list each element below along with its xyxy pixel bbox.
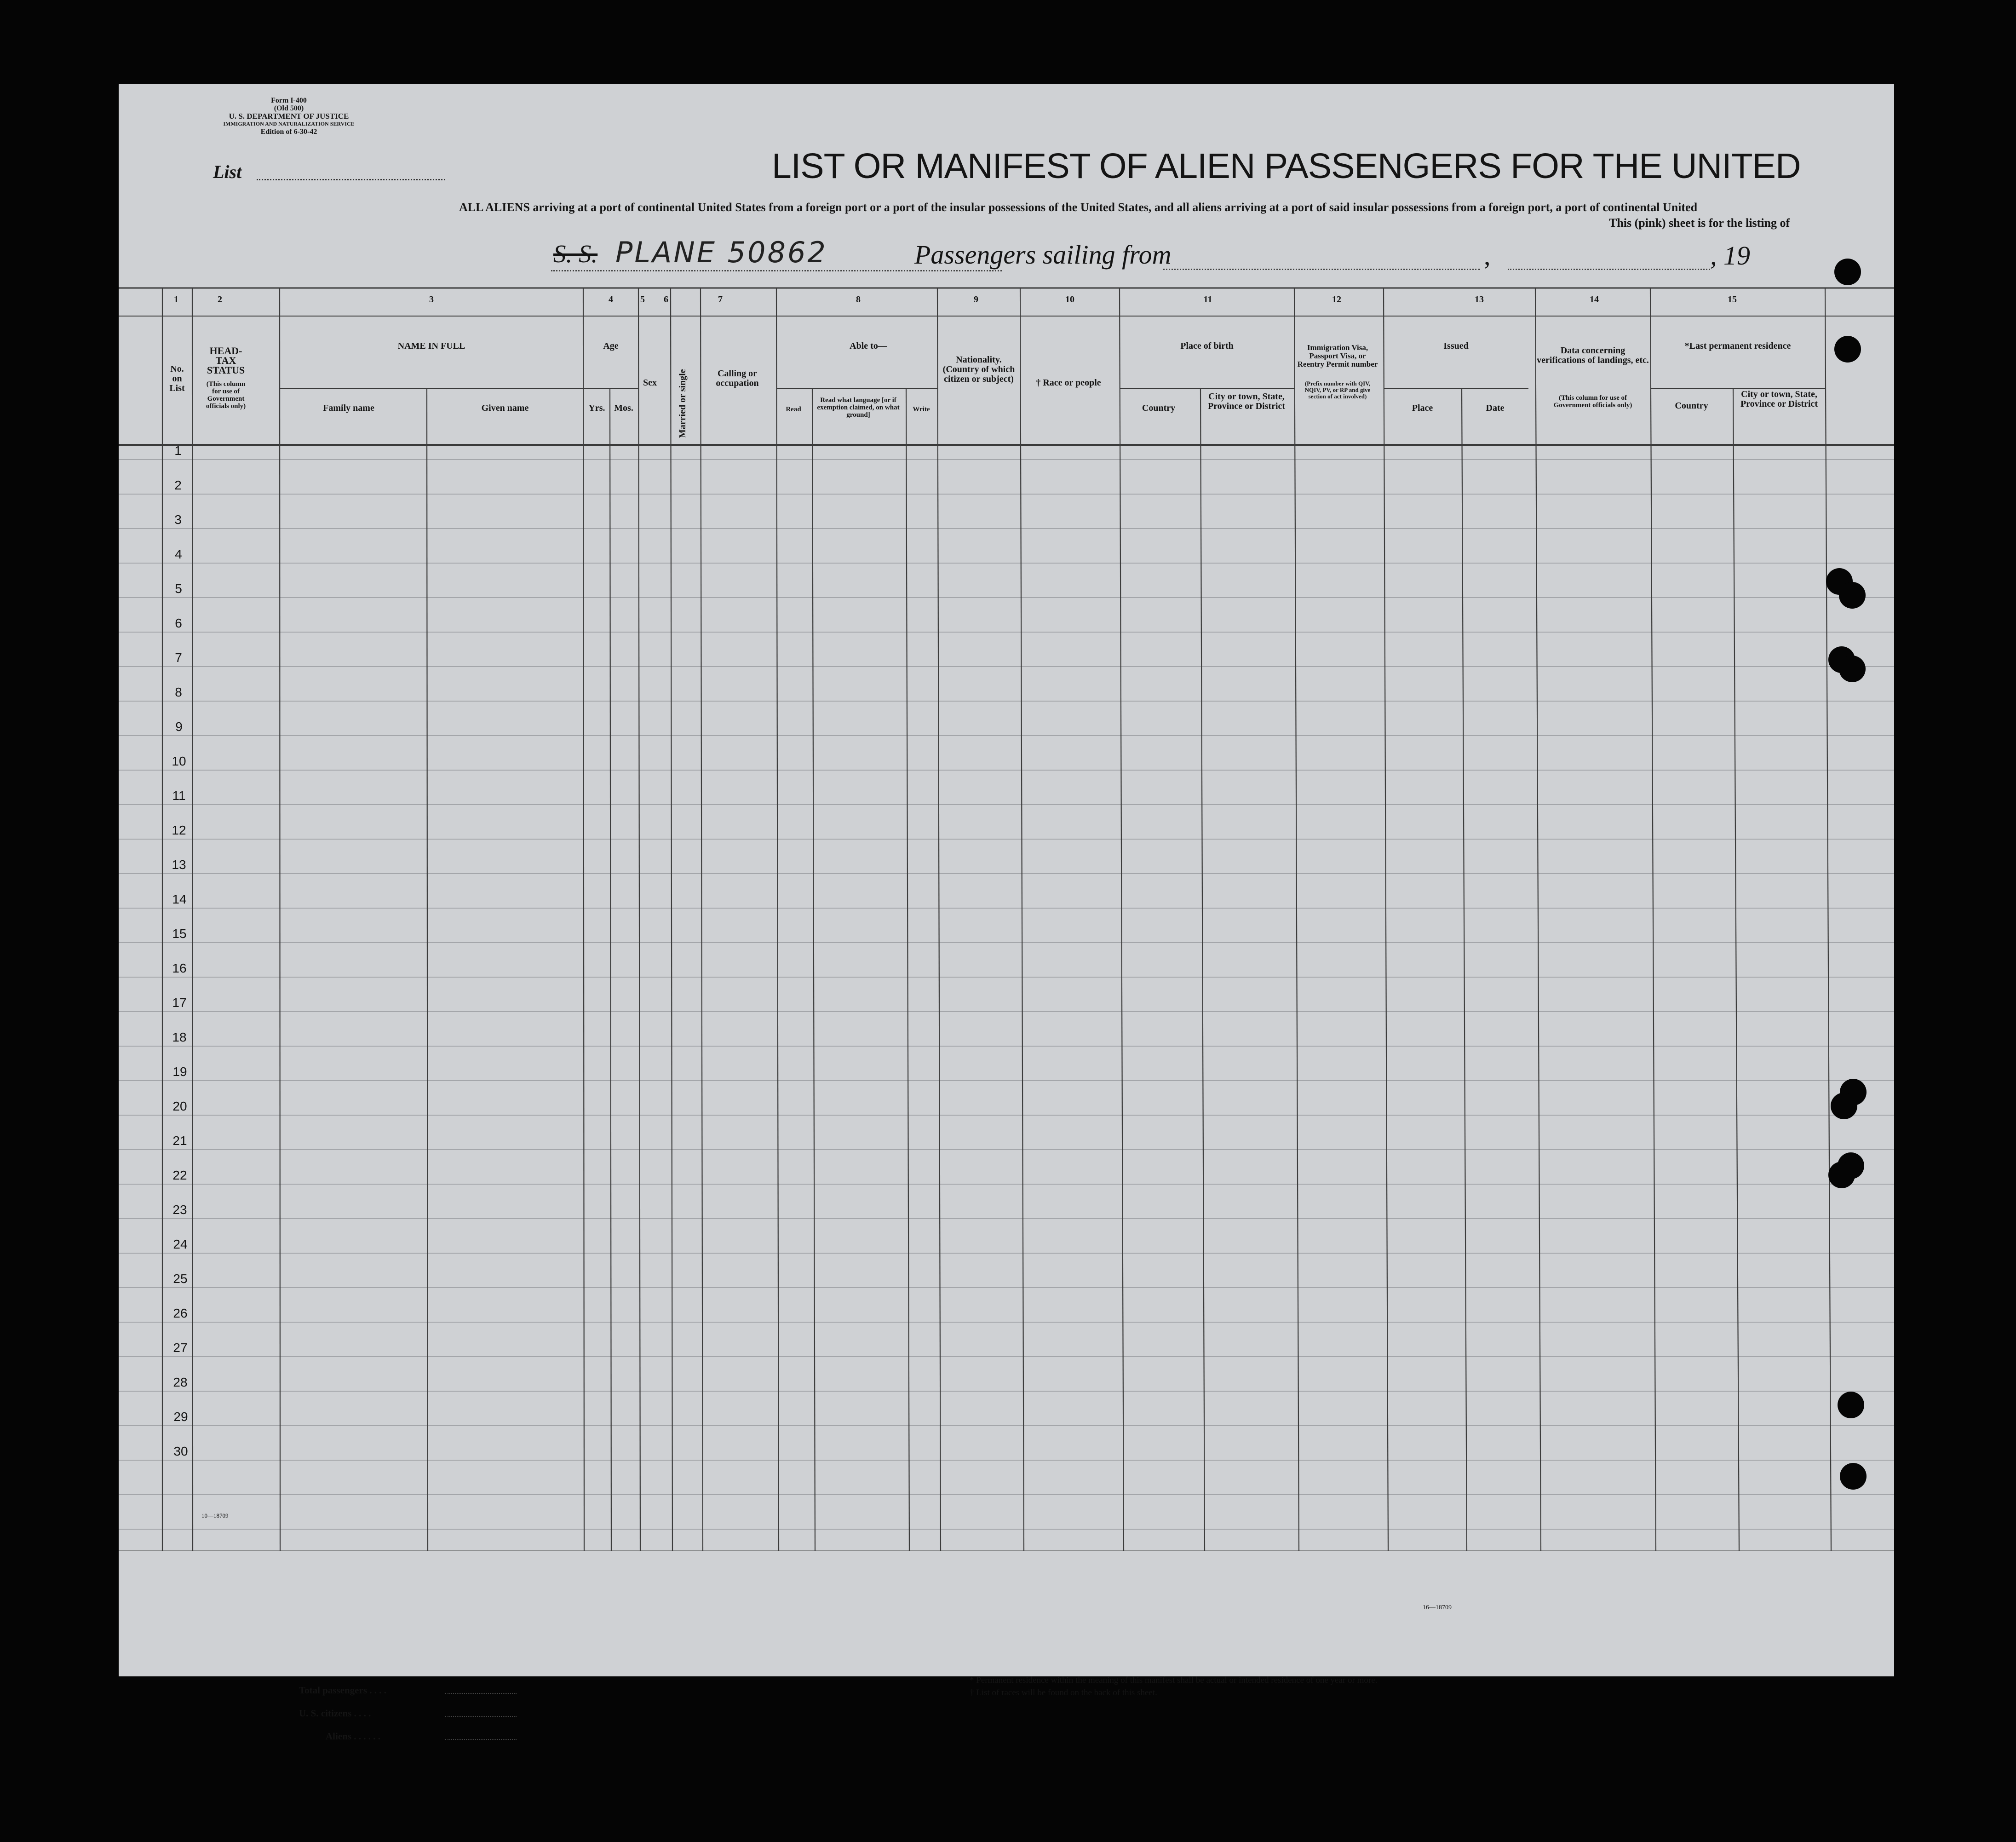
header-age: Age bbox=[603, 341, 619, 351]
col-num-4: 4 bbox=[609, 294, 613, 305]
table-rule bbox=[583, 288, 584, 1551]
row-number: 29 bbox=[173, 1410, 188, 1424]
form-old-number: (Old 500) bbox=[274, 104, 304, 112]
row-number: 6 bbox=[175, 616, 182, 630]
header-months: Mos. bbox=[614, 403, 633, 413]
separator-comma: , bbox=[1484, 241, 1491, 271]
row-number: 5 bbox=[175, 581, 182, 596]
header-data-verification: Data concerning verifications of landings, etc. bbox=[1537, 345, 1649, 365]
table-rule bbox=[1825, 288, 1831, 1551]
row-number: 22 bbox=[172, 1168, 187, 1182]
punch-hole bbox=[1839, 582, 1866, 609]
table-rule bbox=[1650, 288, 1656, 1551]
row-number: 18 bbox=[172, 1030, 187, 1044]
header-birth-country: Country bbox=[1142, 403, 1176, 413]
row-number: 25 bbox=[173, 1272, 188, 1286]
col-num-13: 13 bbox=[1475, 294, 1484, 305]
total-passengers-label: Total passengers . . . . bbox=[299, 1685, 386, 1696]
row-number: 7 bbox=[175, 650, 182, 665]
aliens-field[interactable] bbox=[445, 1739, 517, 1740]
year-label: , 19 bbox=[1710, 241, 1750, 271]
col-num-5: 5 bbox=[640, 294, 645, 305]
header-data-verification-note: (This column for use of Government officials only) bbox=[1553, 394, 1632, 409]
col-num-7: 7 bbox=[718, 294, 723, 305]
form-number: Form I-400 bbox=[271, 97, 307, 104]
ss-label: S. S. bbox=[553, 240, 598, 268]
header-issued: Issued bbox=[1443, 341, 1469, 351]
header-place-of-birth: Place of birth bbox=[1180, 341, 1234, 351]
table-rule bbox=[1462, 388, 1467, 1551]
table-rule bbox=[427, 388, 428, 1551]
table-rules bbox=[119, 286, 1894, 1551]
table-rule bbox=[1120, 288, 1124, 1551]
header-head-tax-note: (This column for use of Government officials only) bbox=[206, 380, 246, 410]
manifest-header bbox=[119, 84, 1894, 286]
header-issued-place: Place bbox=[1412, 403, 1433, 413]
col-num-10: 10 bbox=[1065, 294, 1074, 305]
table-rule bbox=[1020, 288, 1024, 1551]
punch-hole bbox=[1838, 1392, 1864, 1418]
sailing-from-label: Passengers sailing from bbox=[914, 240, 1172, 270]
row-number: 4 bbox=[175, 547, 182, 561]
header-head-tax: HEAD-TAX STATUS bbox=[207, 345, 245, 376]
punch-hole bbox=[1834, 336, 1861, 363]
footnote-races: † List of races will be found on the back of this sheet. bbox=[970, 1688, 1157, 1698]
row-number: 30 bbox=[173, 1444, 188, 1458]
col-num-15: 15 bbox=[1728, 294, 1737, 305]
header-visa-note: (Prefix number with QIV, NQIV, PV, or RP and give section of act involved) bbox=[1304, 380, 1371, 400]
punch-hole bbox=[1828, 1162, 1855, 1188]
row-number: 23 bbox=[172, 1203, 187, 1217]
manifest-footer bbox=[119, 1551, 1894, 1742]
col-num-14: 14 bbox=[1590, 294, 1599, 305]
table-rule bbox=[671, 288, 672, 1551]
header-visa: Immigration Visa, Passport Visa, or Reentry Permit number bbox=[1297, 343, 1378, 368]
row-number: 20 bbox=[172, 1099, 187, 1113]
table-rule bbox=[776, 288, 779, 1551]
row-number: 2 bbox=[174, 478, 182, 492]
form-edition: Edition of 6-30-42 bbox=[260, 128, 317, 136]
table-rule bbox=[701, 288, 703, 1551]
header-residence-city: City or town, State, Province or District bbox=[1740, 389, 1818, 409]
folio-number-small: 10—18709 bbox=[201, 1512, 229, 1519]
manifest-sheet bbox=[119, 84, 1894, 1742]
header-sex: Sex bbox=[643, 378, 657, 388]
header-issued-date: Date bbox=[1486, 403, 1505, 413]
list-number-field[interactable] bbox=[257, 179, 445, 180]
header-able-to: Able to— bbox=[850, 341, 887, 351]
table-rule bbox=[1200, 388, 1205, 1551]
header-no-on-list: No. on List bbox=[169, 364, 185, 393]
row-number: 27 bbox=[173, 1341, 188, 1355]
col-num-6: 6 bbox=[664, 294, 668, 305]
row-number: 28 bbox=[173, 1375, 188, 1389]
row-number: 21 bbox=[172, 1134, 187, 1148]
aliens-label: Aliens . . . . . . bbox=[326, 1731, 381, 1742]
ship-name-handwritten: PLANE 50862 bbox=[615, 236, 827, 269]
header-nationality: Nationality. (Country of which citizen or subject) bbox=[942, 355, 1015, 384]
row-number: 24 bbox=[173, 1237, 188, 1251]
table-rule bbox=[1294, 288, 1299, 1551]
service-name: IMMIGRATION AND NATURALIZATION SERVICE bbox=[223, 121, 355, 127]
row-number: 12 bbox=[172, 823, 186, 837]
punch-hole bbox=[1840, 1463, 1867, 1490]
instructions-line-2: This (pink) sheet is for the listing of bbox=[1609, 216, 1790, 230]
punch-hole bbox=[1839, 656, 1866, 682]
list-label: List bbox=[213, 161, 242, 182]
row-number: 17 bbox=[172, 996, 187, 1010]
col-num-8: 8 bbox=[856, 294, 861, 305]
header-calling: Calling or occupation bbox=[716, 368, 759, 388]
row-number: 13 bbox=[172, 858, 186, 872]
table-rule bbox=[906, 388, 909, 1551]
header-read-language: Read what language [or if exemption claimed, on what ground] bbox=[817, 397, 900, 419]
passenger-table bbox=[119, 286, 1894, 1551]
header-residence-country: Country bbox=[1675, 401, 1708, 411]
row-number: 3 bbox=[174, 512, 182, 527]
instructions-line-1: ALL ALIENS arriving at a port of continental United States from a foreign port or a port of the insular possessions of the United States, and all aliens arriving at a port of said insular possessions from a foreign port, a port of continental United bbox=[459, 201, 1698, 214]
row-number: 9 bbox=[175, 720, 183, 734]
col-num-1: 1 bbox=[174, 294, 178, 305]
table-rule bbox=[1733, 388, 1739, 1551]
header-last-residence: *Last permanent residence bbox=[1684, 341, 1791, 351]
table-rule bbox=[937, 288, 941, 1551]
table-rule bbox=[812, 388, 815, 1551]
col-num-2: 2 bbox=[218, 294, 222, 305]
col-num-11: 11 bbox=[1203, 294, 1212, 305]
header-given-name: Given name bbox=[481, 403, 529, 413]
header-married-single: Married or single bbox=[678, 369, 688, 438]
row-number: 19 bbox=[172, 1065, 187, 1079]
total-passengers-field[interactable] bbox=[445, 1693, 517, 1694]
page-title: LIST OR MANIFEST OF ALIEN PASSENGERS FOR THE UNITED bbox=[772, 146, 1801, 186]
header-years: Yrs. bbox=[588, 403, 605, 413]
table-rule bbox=[192, 288, 193, 1551]
header-race: † Race or people bbox=[1036, 378, 1101, 388]
header-birth-city: City or town, State, Province or District bbox=[1207, 391, 1286, 411]
header-family-name: Family name bbox=[323, 403, 374, 413]
sailing-port-field[interactable] bbox=[1163, 269, 1480, 270]
col-num-9: 9 bbox=[974, 294, 978, 305]
punch-hole bbox=[1834, 259, 1861, 285]
table-rule bbox=[638, 288, 640, 1551]
footnote-permanent-residence: * Permanent residence within the meaning of this manifest shall be actual or intended residence of one year or more. bbox=[970, 1675, 1378, 1685]
punch-hole bbox=[1831, 1093, 1857, 1119]
ship-name-field[interactable] bbox=[551, 270, 1002, 271]
row-number: 16 bbox=[172, 961, 187, 975]
row-number: 10 bbox=[172, 754, 186, 768]
department-name: U. S. DEPARTMENT OF JUSTICE bbox=[229, 112, 349, 121]
col-num-12: 12 bbox=[1332, 294, 1341, 305]
header-read: Read bbox=[786, 406, 801, 413]
row-number: 14 bbox=[172, 892, 187, 906]
header-write: Write bbox=[913, 406, 930, 413]
table-rule bbox=[1535, 288, 1541, 1551]
table-rule bbox=[1384, 288, 1388, 1551]
row-number: 15 bbox=[172, 927, 187, 941]
form-identification bbox=[201, 97, 376, 136]
header-name-in-full: NAME IN FULL bbox=[397, 341, 465, 351]
row-number: 1 bbox=[174, 443, 182, 458]
row-number: 26 bbox=[173, 1306, 188, 1320]
us-citizens-label: U. S. citizens . . . . bbox=[299, 1708, 371, 1719]
col-num-3: 3 bbox=[429, 294, 434, 305]
folio-number: 16—18709 bbox=[1423, 1604, 1452, 1611]
row-number: 11 bbox=[172, 789, 186, 803]
sailing-date-field[interactable] bbox=[1508, 269, 1710, 270]
row-number: 8 bbox=[175, 685, 182, 699]
us-citizens-field[interactable] bbox=[445, 1716, 517, 1717]
table-rule bbox=[610, 388, 611, 1551]
